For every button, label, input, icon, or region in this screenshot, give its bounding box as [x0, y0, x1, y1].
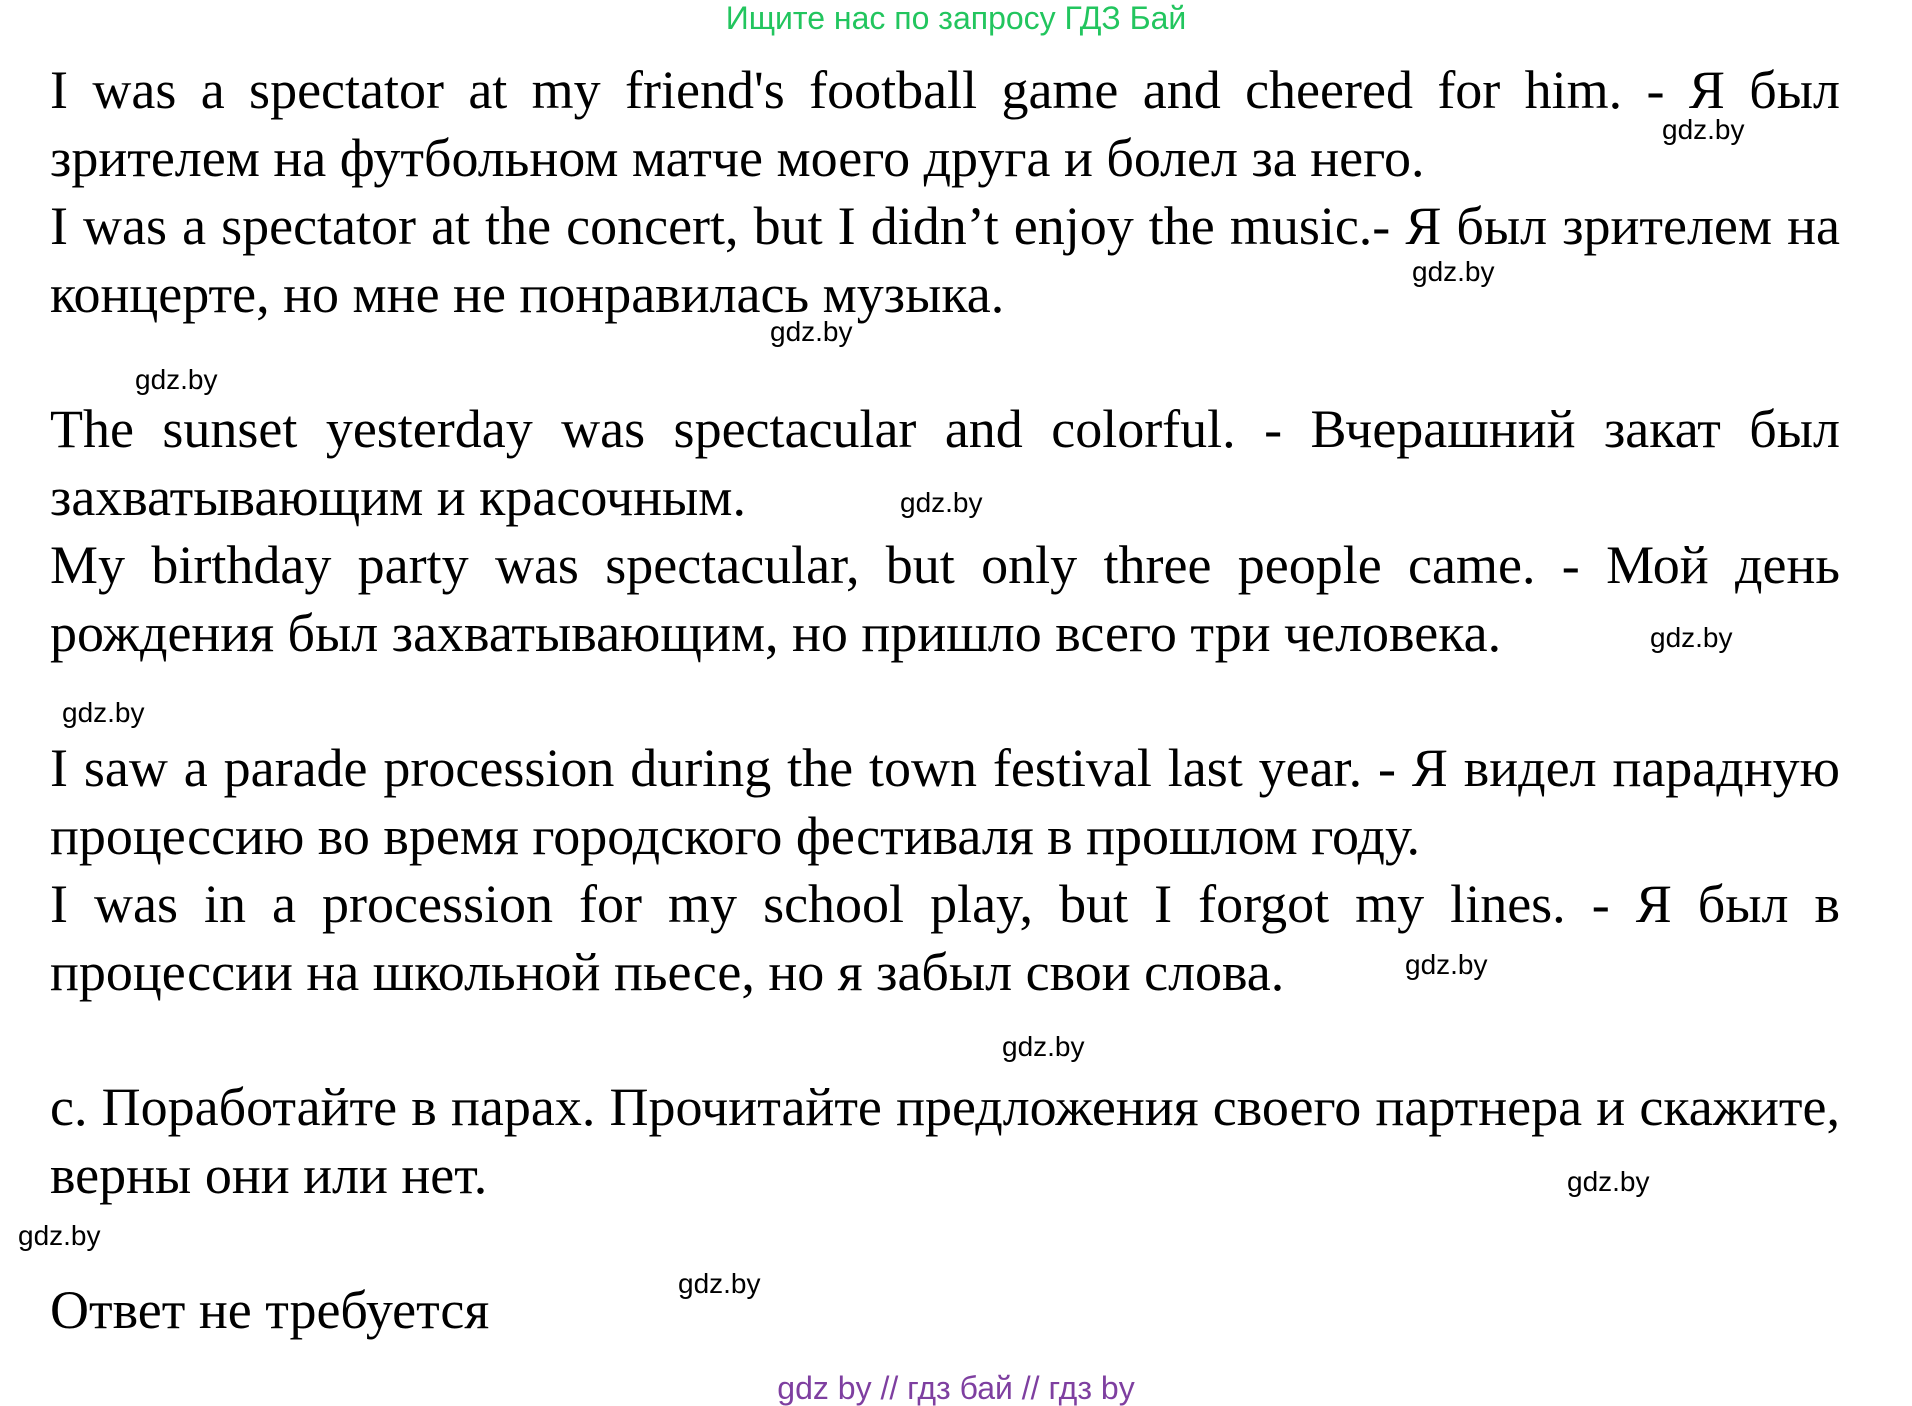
watermark-text: gdz.by [135, 364, 218, 395]
paragraph-1: I was a spectator at my friend's football game and cheered for him. - Я был зрителем на футбольном матче моего друга и болел за него. [50, 60, 1840, 188]
paragraph-5: I saw a parade procession during the town festival last year. - Я видел парадную процессию во время городского фестиваля в прошлом году. [50, 738, 1840, 866]
watermark-text: gdz.by [1002, 1031, 1085, 1062]
paragraph-answer: Ответ не требуется [50, 1280, 490, 1340]
watermark-text: gdz.by [1567, 1166, 1650, 1197]
watermark-text: gdz.by [62, 697, 145, 728]
paragraph-4: My birthday party was spectacular, but only three people came. - Мой день рождения был захватывающим, но пришло всего три человека. [50, 535, 1840, 663]
watermark-text: gdz.by [1650, 622, 1733, 653]
watermark-text: gdz.by [678, 1268, 761, 1299]
watermark-text: gdz.by [1662, 114, 1745, 145]
top-banner: Ищите нас по запросу ГДЗ Бай [725, 0, 1187, 36]
paragraph-3: The sunset yesterday was spectacular and colorful. - Вчерашний закат был захватывающим и красочным. [50, 399, 1840, 527]
footer-watermark: gdz by // гдз бай // гдз by [777, 1370, 1135, 1406]
watermark-text: gdz.by [1412, 256, 1495, 287]
watermark-text: gdz.by [900, 487, 983, 518]
watermark-text: gdz.by [1405, 949, 1488, 980]
paragraph-task-c: c. Поработайте в парах. Прочитайте предложения своего партнера и скажите, верны они или нет. [50, 1077, 1840, 1205]
watermark-text: gdz.by [770, 316, 853, 347]
watermark-text: gdz.by [18, 1220, 101, 1251]
paragraph-6: I was in a procession for my school play, but I forgot my lines. - Я был в процессии на школьной пьесе, но я забыл свои слова. [50, 874, 1840, 1002]
paragraph-2: I was a spectator at the concert, but I didn’t enjoy the music.- Я был зрителем на концерте, но мне не понравилась музыка. [50, 196, 1840, 324]
